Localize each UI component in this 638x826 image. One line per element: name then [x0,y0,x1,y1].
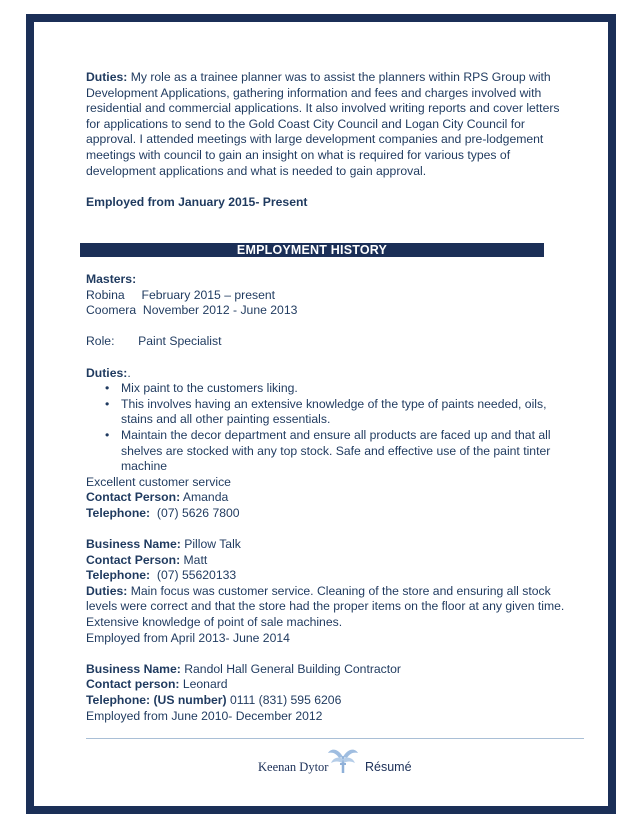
fleur-logo-icon [326,744,360,774]
duties-label: Duties: [86,70,128,84]
masters-coomera: Coomera November 2012 - June 2013 [86,303,298,318]
randol-phone: Telephone: (US number) 0111 (831) 595 6206 [86,693,342,708]
pillow-duties: Duties: Main focus was customer service. Cleaning of the store and ensuring all stock levels were correct and that the store had the proper items on the floor at any given time. Extensive knowledge of point of sale machines. [86,583,565,630]
masters-phone: Telephone: (07) 5626 7800 [86,505,240,520]
randol-contact: Contact person: Leonard [86,677,228,692]
duties-paragraph [86,70,574,179]
masters-duties: Duties:. [86,365,131,380]
pillow-business: Business Name: Pillow Talk [86,537,241,552]
list-item: • Maintain the decor department and ensure all products are faced up and that all shelves are stocked with any top stock. Safe and effective use of the paint tinter machine [121,428,576,475]
footer-divider [86,738,584,739]
duties-text: My role as a trainee planner was to assist the planners within RPS Group with Development Applications, gathering information and fees and charges involved with residential and commercial applications. It also involved writing reports and cover letters for applications to send to the Gold Coast City Council and Logan City Council for approval. I attended meetings with large development companies and pre-lodgement meetings with council to gain an insight on what is required for various types of development applications and what is needed to gain approval. [86,70,560,178]
list-item: • This involves having an extensive knowledge of the type of paints needed, oils, stains and all other painting essentials. [121,397,576,428]
top-block [86,70,574,210]
employed-line: Employed from January 2015- Present [86,194,308,209]
pillow-contact: Contact Person: Matt [86,552,208,567]
duties-list [86,381,576,475]
masters-robina: Robina February 2015 – present [86,287,276,302]
pillow-employed: Employed from April 2013- June 2014 [86,630,290,645]
footer-resume: Résumé [365,760,412,774]
randol-business: Business Name: Randol Hall General Building Contractor [86,661,401,676]
masters-contact: Contact Person: Amanda [86,490,229,505]
masters-role: Role: Paint Specialist [86,334,222,349]
footer-name: Keenan Dytor [258,760,329,774]
employment-history [86,272,576,724]
randol-employed: Employed from June 2010- December 2012 [86,708,323,723]
masters-label: Masters: [86,272,137,286]
section-title: EMPLOYMENT HISTORY [80,243,544,257]
list-item: • Mix paint to the customers liking. [121,381,576,397]
masters-extra: Excellent customer service [86,474,231,489]
pillow-phone: Telephone: (07) 55620133 [86,568,237,583]
